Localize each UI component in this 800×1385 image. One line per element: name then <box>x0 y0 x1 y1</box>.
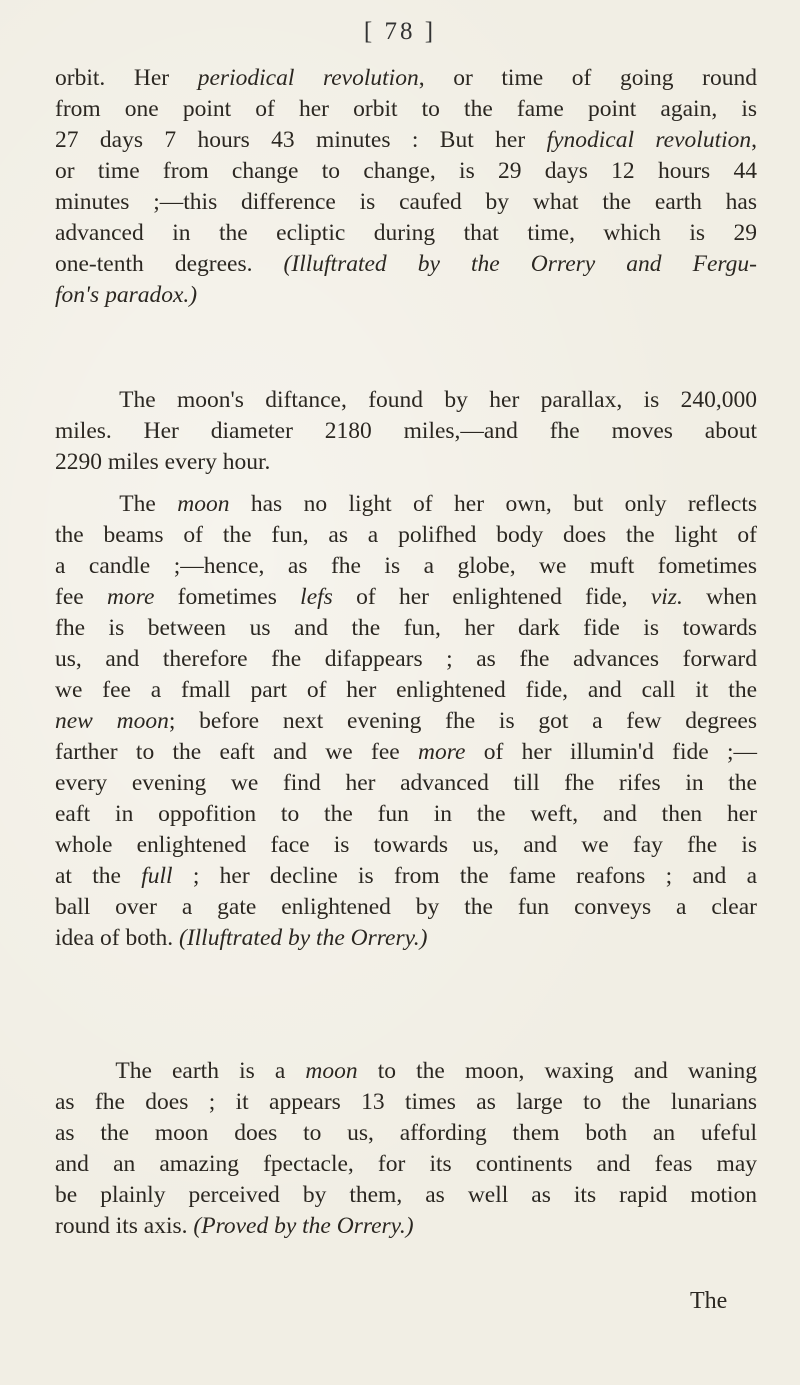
text-line: at the full ; her decline is from the fame reafons ; and a <box>55 863 757 889</box>
text-line: farther to the eaft and we fee more of her illumin'd fide ;— <box>55 739 757 765</box>
text-line: new moon; before next evening fhe is got a few degrees <box>55 708 757 734</box>
text-line: as the moon does to us, affording them both an ufeful <box>55 1120 757 1146</box>
text-line: as fhe does ; it appears 13 times as large to the lunarians <box>55 1089 757 1115</box>
text-line: be plainly perceived by them, as well as its rapid motion <box>55 1182 757 1208</box>
text-line: fon's paradox.) <box>55 282 198 308</box>
text-line: fhe is between us and the fun, her dark fide is towards <box>55 615 757 641</box>
text-line: us, and therefore fhe difappears ; as fhe advances forward <box>55 646 757 672</box>
text-line: 2290 miles every hour. <box>55 449 271 475</box>
catchword: The <box>690 1288 728 1314</box>
text-line: round its axis. (Proved by the Orrery.) <box>55 1213 414 1239</box>
text-line: and an amazing fpectacle, for its continents and feas may <box>55 1151 757 1177</box>
text-line: 27 days 7 hours 43 minutes : But her fynodical revolution, <box>55 127 758 153</box>
text-line: idea of both. (Illuftrated by the Orrery.) <box>55 925 428 951</box>
text-line: The earth is a moon to the moon, waxing and waning <box>55 1058 758 1084</box>
text-line: the beams of the fun, as a polifhed body does the light of <box>55 522 757 548</box>
text-line: a candle ;—hence, as fhe is a globe, we muft fometimes <box>55 553 757 579</box>
text-line: eaft in oppofition to the fun in the weft, and then her <box>55 801 757 827</box>
paragraph-moon-phases <box>55 489 757 954</box>
text-line: whole enlightened face is towards us, and we fay fhe is <box>55 832 757 858</box>
text-line: one-tenth degrees. (Illuftrated by the Orrery and Fergu- <box>55 251 757 277</box>
text-line: The moon's diftance, found by her parallax, is 240,000 <box>55 387 757 413</box>
text-line: miles. Her diameter 2180 miles,—and fhe moves about <box>55 418 757 444</box>
paragraph-moon-distance <box>55 385 757 478</box>
text-line: fee more fometimes lefs of her enlightened fide, viz. when <box>55 584 758 610</box>
text-line: The moon has no light of her own, but only reflects <box>55 491 758 517</box>
paragraph-moon-revolution <box>55 63 757 311</box>
paragraph-earth-as-moon <box>55 1056 757 1242</box>
text-line: minutes ;—this difference is caufed by what the earth has <box>55 189 757 215</box>
text-line: or time from change to change, is 29 days 12 hours 44 <box>55 158 757 184</box>
text-line: ball over a gate enlightened by the fun conveys a clear <box>55 894 757 920</box>
text-line: from one point of her orbit to the fame point again, is <box>55 96 757 122</box>
text-line: every evening we find her advanced till fhe rifes in the <box>55 770 757 796</box>
page-number: [ 78 ] <box>363 18 437 45</box>
text-line: orbit. Her periodical revolution, or time of going round <box>55 65 757 91</box>
text-line: advanced in the ecliptic during that time, which is 29 <box>55 220 757 246</box>
text-line: we fee a fmall part of her enlightened fide, and call it the <box>55 677 757 703</box>
